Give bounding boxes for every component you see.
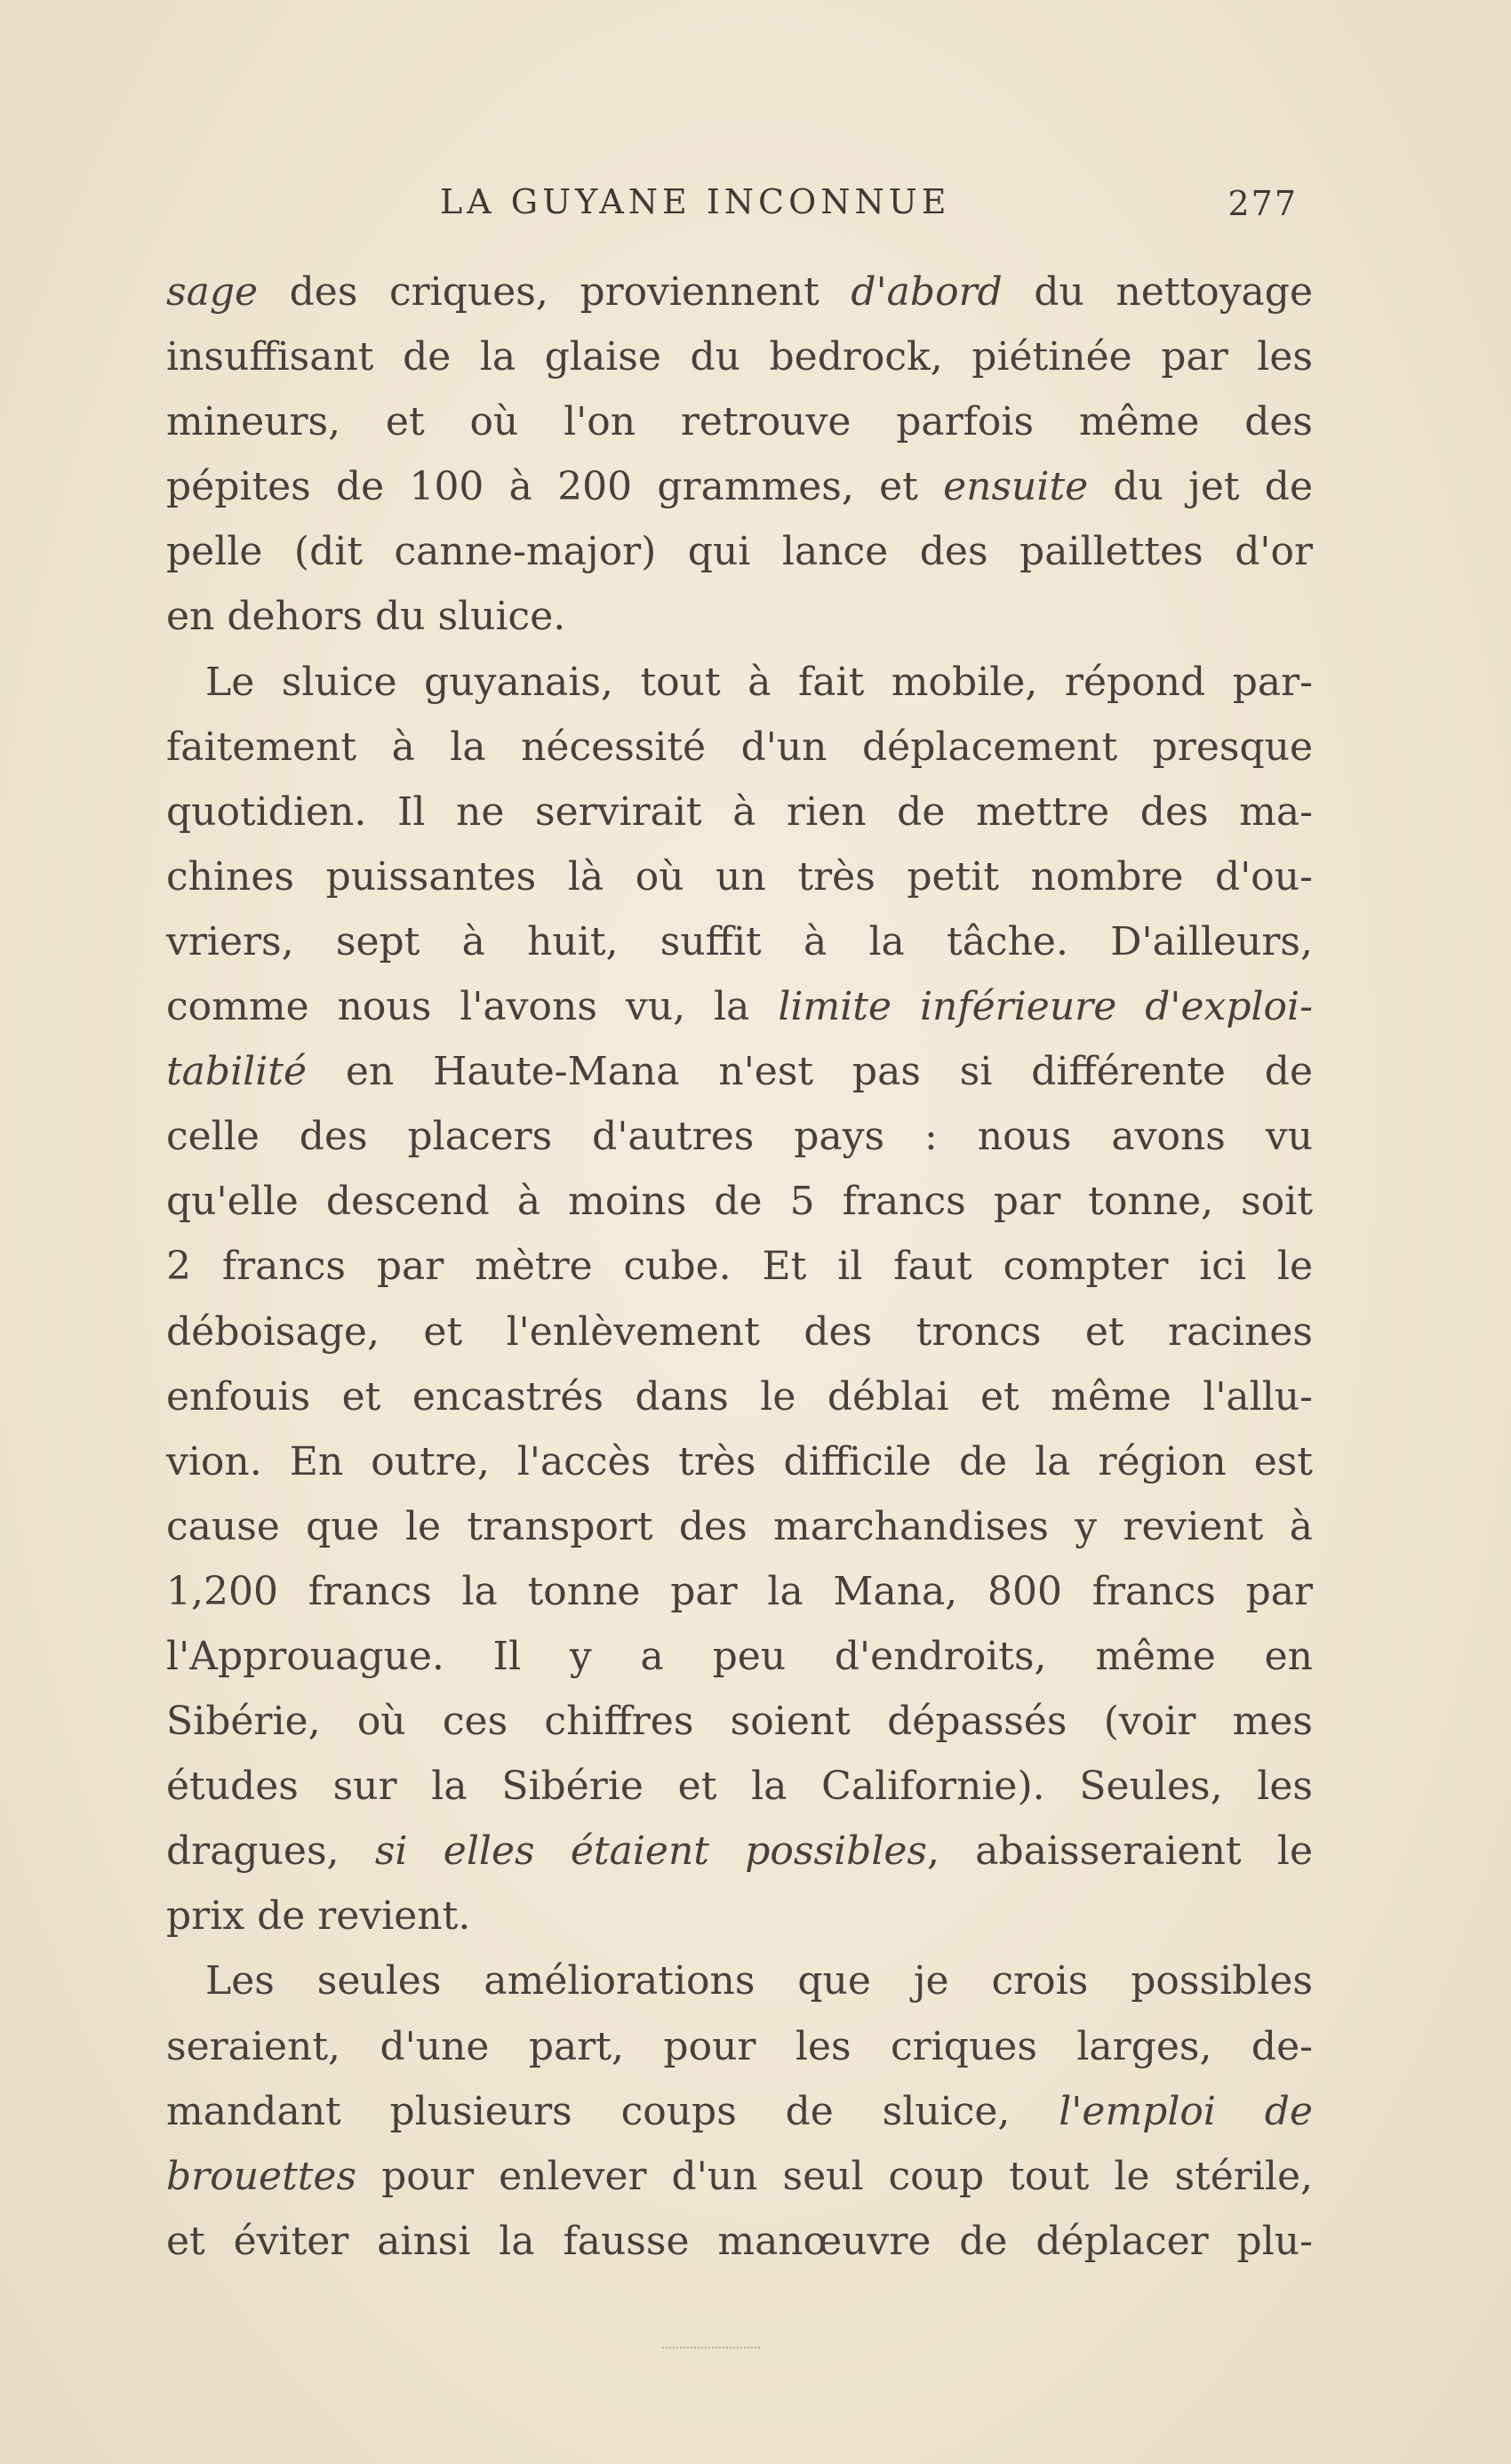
text-line: 1,200 francs la tonne par la Mana, 800 francs par <box>166 1568 1313 1614</box>
text-line <box>166 1819 1313 1884</box>
text-segment: du jet de <box>1088 464 1314 510</box>
text-line: 2 francs par mètre cube. Et il faut compter ici le <box>166 1244 1313 1290</box>
text-line: insuffisant de la glaise du bedrock, piétinée par les <box>166 334 1313 380</box>
text-segment: pépites de 100 à 200 grammes, et <box>166 464 944 510</box>
italic-text: si elles étaient possibles <box>374 1828 928 1875</box>
italic-text: brouettes <box>166 2153 357 2199</box>
text-line: celle des placers d'autres pays : nous avons vu <box>166 1114 1313 1160</box>
italic-text: l'emploi de <box>1059 2088 1313 2134</box>
text-line: seraient, d'une part, pour les criques larges, de- <box>166 2023 1313 2069</box>
text-line: Sibérie, où ces chiffres soient dépassés (voir mes <box>166 1699 1313 1745</box>
paragraph-end-line: en dehors du sluice. <box>166 594 566 640</box>
running-head <box>160 182 1298 236</box>
text-segment: mandant plusieurs coups de sluice, <box>166 2088 1059 2134</box>
text-line: l'Approuague. Il y a peu d'endroits, même en <box>166 1633 1313 1679</box>
text-line <box>166 1039 1313 1104</box>
text-line: enfouis et encastrés dans le déblai et même l'allu- <box>166 1373 1313 1420</box>
text-line: faitement à la nécessité d'un déplacement presque <box>166 724 1313 770</box>
text-line: déboisage, et l'enlèvement des troncs et racines <box>166 1308 1313 1355</box>
text-segment: en Haute-Mana n'est pas si différente de <box>307 1049 1313 1095</box>
text-line <box>166 2144 1313 2209</box>
text-line <box>166 2079 1313 2144</box>
paragraph-start-line: Le sluice guyanais, tout à fait mobile, répond par- <box>205 659 1313 705</box>
page-number: 277 <box>1227 184 1298 223</box>
paragraph-start-line: Les seules améliorations que je crois possibles <box>205 1958 1313 2004</box>
text-segment: dragues, <box>166 1828 375 1875</box>
paragraph-end-line: prix de revient. <box>166 1893 471 1940</box>
text-line: et éviter ainsi la fausse manœuvre de déplacer plu- <box>166 2218 1313 2264</box>
text-segment: des criques, proviennent <box>258 269 851 315</box>
text-line: qu'elle descend à moins de 5 francs par tonne, soit <box>166 1179 1313 1225</box>
text-line <box>166 454 1313 519</box>
text-line: chines puissantes là où un très petit nombre d'ou- <box>166 853 1313 900</box>
text-segment: , abaisseraient le <box>927 1828 1313 1875</box>
text-line: cause que le transport des marchandises y revient à <box>166 1503 1313 1549</box>
italic-text: tabilité <box>166 1049 308 1095</box>
decorative-footer-mark <box>662 2347 760 2348</box>
text-line: pelle (dit canne-major) qui lance des paillettes d'or <box>166 529 1313 575</box>
running-title: LA GUYANE INCONNUE <box>440 182 951 221</box>
text-line <box>166 974 1313 1039</box>
text-line: mineurs, et où l'on retrouve parfois même des <box>166 399 1313 445</box>
text-segment: pour enlever d'un seul coup tout le stérile, <box>356 2153 1313 2199</box>
text-segment: comme nous l'avons vu, la <box>166 984 779 1030</box>
italic-text: sage <box>166 269 259 315</box>
italic-text: limite inférieure d'exploi- <box>778 984 1313 1030</box>
text-segment: du nettoyage <box>1002 269 1313 315</box>
text-line: vion. En outre, l'accès très difficile de la région est <box>166 1438 1313 1484</box>
text-line: quotidien. Il ne servirait à rien de mettre des ma- <box>166 788 1313 835</box>
text-line: vriers, sept à huit, suffit à la tâche. D'ailleurs, <box>166 918 1313 964</box>
text-line <box>166 260 1313 324</box>
italic-text: d'abord <box>851 269 1003 315</box>
italic-text: ensuite <box>943 464 1089 510</box>
text-line: études sur la Sibérie et la Californie). Seules, les <box>166 1764 1313 1810</box>
body-text <box>166 260 1313 2274</box>
